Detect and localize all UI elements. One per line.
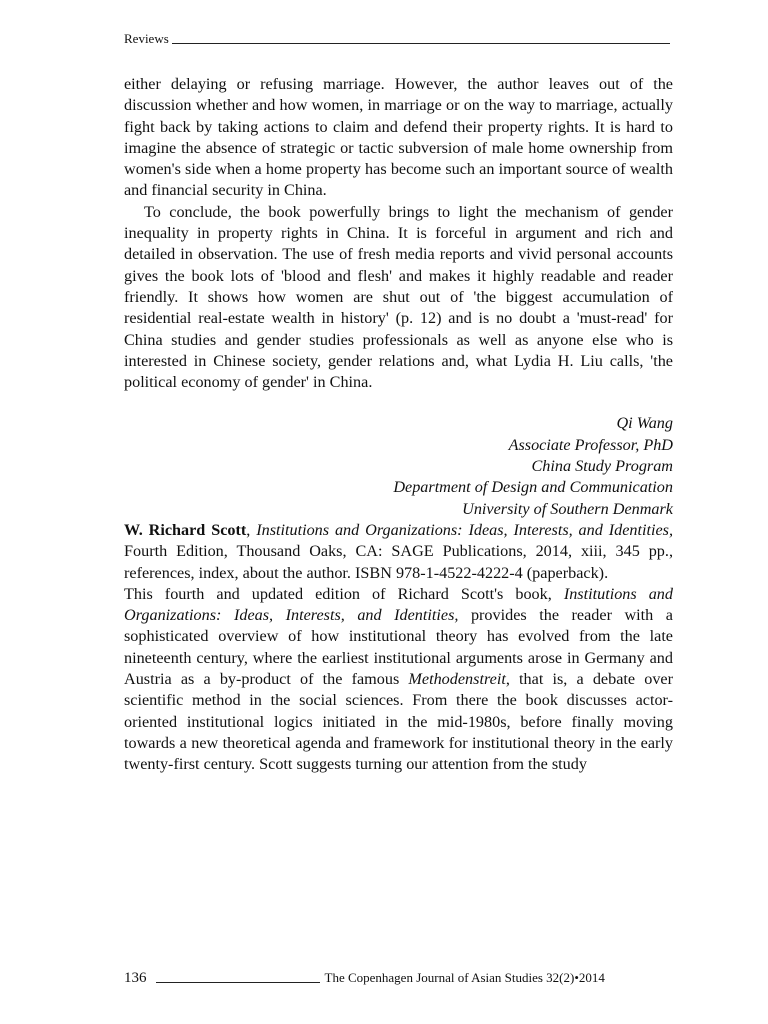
book-details: Fourth Edition, Thousand Oaks, CA: SAGE Publications, 2014, xiii, 345 pp., references, index, about the author. ISBN 978-1-4522-4222-4 (paperback). [124,542,673,582]
review-paragraph-2: To conclude, the book powerfully brings to light the mechanism of gender inequality in property rights in China. It is forceful in argument and rich and detailed in observation. The use of fresh media reports and vivid personal accounts gives the book lots of 'blood and flesh' and makes it highly readable and reader friendly. It shows how women are shut out of 'the biggest accumulation of residential real-estate wealth in history' (p. 12) and is no doubt a 'must-read' for China studies and gender studies professionals as well as anyone else who is interested in Chinese society, gender relations and, what Lydia H. Liu calls, 'the political economy of gender' in China. [124,202,673,392]
reviewer-university: University of Southern Denmark [462,499,673,518]
book-title: Institutions and Organizations: Ideas, Interests, and Identities, [256,520,674,539]
review-text-part-3: , that is, a debate over scientific method in the social sciences. From there the book discusses actor-oriented institutional logics initiated in the mid-1980s, before finally moving towards a new theoretical agenda and framework for institutional theory in the early twenty-first century. Scott suggests turning our attention from the study [124,670,673,774]
reviewer-department: Department of Design and Communication [393,478,673,497]
new-review-paragraph [124,584,673,776]
review-book-title: Institutions and Organizations: Ideas, Interests, and Identities, [124,584,673,625]
section-title: Reviews [124,31,169,46]
book-author: W. Richard Scott [124,520,247,539]
running-header [124,31,670,47]
header-rule [172,43,670,44]
reviewer-signature [124,413,673,519]
review-term: Methodenstreit [408,670,506,689]
reviewer-title: Associate Professor, PhD [508,435,673,454]
footer-rule [156,982,320,983]
review-text-part-1: This fourth and updated edition of Richard Scott's book, [124,584,564,603]
reviewer-name: Qi Wang [616,414,673,433]
reviewer-program: China Study Program [531,457,673,476]
page-footer [124,970,672,986]
page-number: 136 [124,970,147,986]
review-paragraph-1: either delaying or refusing marriage. However, the author leaves out of the discussion whether and how women, in marriage or on the way to marriage, actually fight back by taking actions to claim and defend their property rights. It is hard to imagine the absence of strategic or tactic subversion of male home ownership from women's side when a home property has become such an important source of wealth and financial security in China. [124,75,673,200]
journal-name: The Copenhagen Journal of Asian Studies 32(2)•2014 [324,970,605,985]
book-citation [124,520,673,584]
body-text [124,74,673,776]
author-separator: , [246,520,257,539]
review-text-part-2: provides the reader with a sophisticated overview of how institutional theory has evolved from the late nineteenth century, where the earliest institutional arguments arose in Germany and Austria as a by-product of the famous [124,606,673,689]
